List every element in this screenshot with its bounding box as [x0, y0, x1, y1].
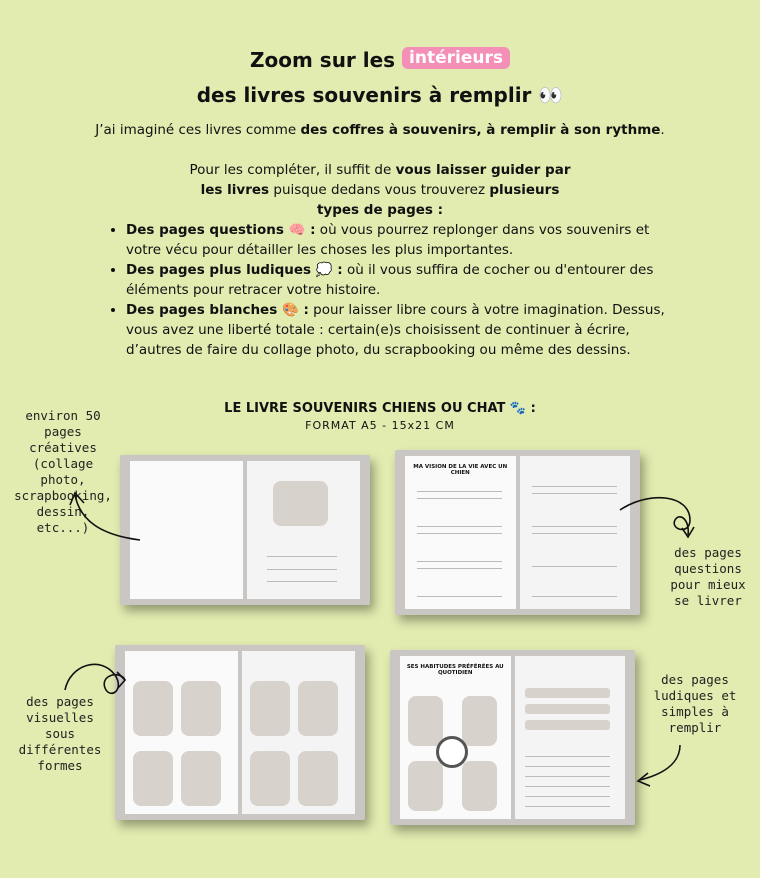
intro2-a: Pour les compléter, il suffit de [189, 162, 396, 178]
note-ludic: des pages ludiques et simples à remplir [653, 672, 737, 735]
title-highlight: intérieurs [402, 47, 510, 69]
title-prefix: Zoom sur les [250, 48, 396, 72]
intro-bold: des coffres à souvenirs, à remplir à son rythme [300, 122, 661, 138]
note-visual: des pages visuelles sous différentes formes [18, 694, 102, 773]
type-desc: où vous pourrez replonger dans vos souvenirs et votre vécu pour détailler les choses les plus importantes. [126, 222, 650, 258]
note-questions: des pages questions pour mieux se livrer [670, 545, 746, 608]
intro2-b: vous laisser guider par les livres [200, 162, 571, 198]
type-label: Des pages questions 🧠 : [126, 222, 316, 238]
title-line2: des livres souvenirs à remplir 👀 [196, 83, 564, 107]
note-creative: environ 50 pages créatives (collage photo, scrapbooking, dessin, etc...) [14, 408, 112, 535]
intro-end: . [660, 122, 665, 138]
type-label: Des pages blanches 🎨 : [126, 302, 309, 318]
type-label: Des pages plus ludiques 💭 : [126, 262, 343, 278]
section-format: FORMAT A5 - 15x21 CM [305, 419, 455, 432]
intro-text: J’ai imaginé ces livres comme [95, 122, 301, 138]
section-heading: LE LIVRE SOUVENIRS CHIENS OU CHAT 🐾 : [224, 401, 536, 416]
intro2-c: puisque dedans vous trouverez [269, 182, 490, 198]
arrow-icon [75, 495, 140, 540]
type-desc: pour laisser libre cours à votre imagination. Dessus, vous avez une liberté totale : certain(e)s choisissent de continuer à écrire, d’autres de faire du collage photo, du scrapbooking ou même des dessins. [126, 302, 665, 358]
arrow-icon [65, 664, 125, 693]
book-q-title: MA VISION DE LA VIE AVEC UN CHIEN [413, 464, 508, 476]
intro2-d: plusieurs types de pages : [316, 182, 560, 218]
book-l-title: SES HABITUDES PRÉFÉRÉES AU QUOTIDIEN [406, 664, 504, 676]
arrow-icon [620, 498, 690, 535]
type-desc: où il vous suffira de cocher ou d'entourer des éléments pour retracer votre histoire. [126, 262, 654, 298]
